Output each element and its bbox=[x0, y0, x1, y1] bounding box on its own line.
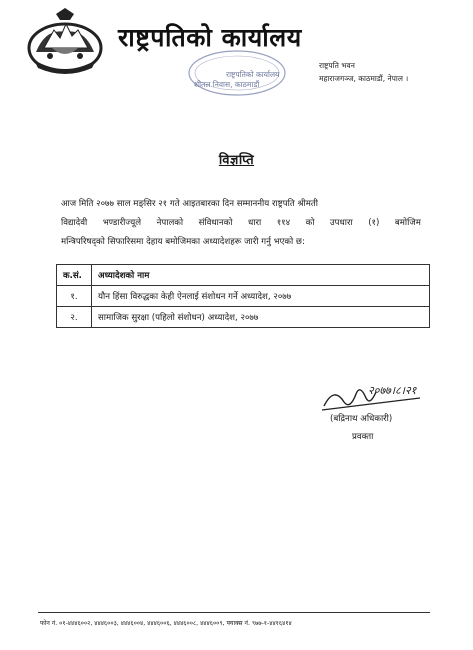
body-word: (१) bbox=[368, 218, 380, 228]
table-row bbox=[57, 286, 430, 307]
row-ordinance-name: यौन हिंसा विरुद्धका केही ऐनलाई संशोधन गर्ने अध्यादेश, २०७७ bbox=[92, 286, 430, 307]
table-header-row bbox=[57, 265, 430, 286]
footer-divider bbox=[38, 612, 430, 613]
ordinance-table bbox=[56, 264, 430, 328]
address-line-1: राष्ट्रपति भवन bbox=[319, 61, 355, 70]
body-word: को bbox=[305, 218, 315, 228]
stamp-text-1: राष्ट्रपतिको कार्यालय bbox=[226, 70, 280, 79]
header-ordinance-name: अध्यादेशको नाम bbox=[92, 265, 430, 286]
stamp-text-2: शीतल निवास, काठमाडौं bbox=[194, 80, 260, 89]
signatory-title: प्रवक्ता bbox=[352, 432, 374, 442]
body-line-1: आज मिति २०७७ साल मङ्सिर २१ गते आइतबारका दिन सम्माननीय राष्ट्रपति श्रीमती bbox=[61, 199, 319, 209]
row-ordinance-name: सामाजिक सुरक्षा (पहिलो संशोधन) अध्यादेश, २०७७ bbox=[92, 307, 430, 328]
body-word: संविधानको bbox=[198, 218, 233, 228]
table-row bbox=[57, 307, 430, 328]
body-word: भण्डारीज्यूले bbox=[102, 218, 142, 228]
body-word: नेपालको bbox=[156, 218, 184, 228]
nepal-emblem-icon bbox=[26, 8, 104, 76]
address-line-2: महाराजगञ्ज, काठमाडौं, नेपाल । bbox=[319, 74, 409, 83]
signatory-name: (बद्रिनाथ अधिकारी) bbox=[330, 414, 393, 424]
row-serial: १. bbox=[57, 286, 92, 307]
body-word: धारा bbox=[247, 218, 262, 228]
body-word: ११४ bbox=[276, 218, 291, 228]
office-title: राष्ट्रपतिको कार्यालय bbox=[118, 23, 302, 52]
handwritten-signature bbox=[320, 376, 424, 416]
body-line-3: मन्त्रिपरिषद्को सिफारिसमा देहाय बमोजिमका अध्यादेशहरू जारी गर्नु भएको छ: bbox=[61, 237, 305, 247]
body-word: विद्यादेवी bbox=[61, 218, 88, 228]
body-word: उपधारा bbox=[329, 218, 353, 228]
body-word: बमोजिम bbox=[394, 218, 421, 228]
footer-contact: फोन नं. ०१-४४४६००२, ४४४६००३, ४४४६००४, ४४४६००६, ४४४६००८, ४४४६००९, फ्याक्स नं. ९७७-१-४४१६४१४ bbox=[40, 620, 292, 627]
notice-title: विज्ञप्ति bbox=[218, 153, 255, 168]
row-serial: २. bbox=[57, 307, 92, 328]
body-line-2 bbox=[61, 216, 421, 228]
signature-date: २०७७।८।२१ bbox=[368, 384, 417, 397]
header-serial: क.सं. bbox=[57, 265, 92, 286]
